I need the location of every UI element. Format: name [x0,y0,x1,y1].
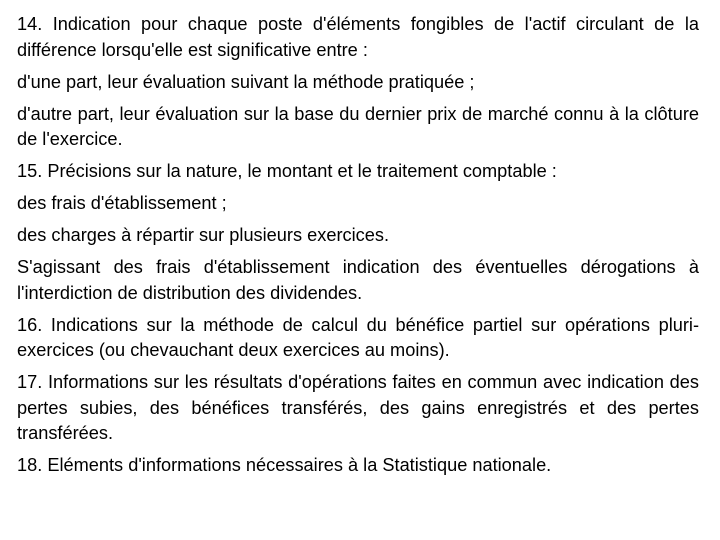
paragraph-derogations: S'agissant des frais d'établissement indication des éventuelles dérogations à l'interdiction de distribution des dividendes. [17,257,699,303]
paragraph-item-18: 18. Eléments d'informations nécessaires à la Statistique nationale. [17,455,552,475]
paragraph-second-part: d'autre part, leur évaluation sur la base du dernier prix de marché connu à la clôture de l'exercice. [17,103,699,149]
paragraph-first-part: d'une part, leur évaluation suivant la méthode pratiquée ; [17,71,475,92]
paragraph-item-17: 17. Informations sur les résultats d'opérations faites en commun avec indication des pertes subies, des bénéfices transférés, des gains enregistrés et des pertes transférées. [17,372,699,443]
paragraph-item-14: 14. Indication pour chaque poste d'éléments fongibles de l'actif circulant de la différence lorsqu'elle est significative entre : [17,14,699,60]
paragraph-deferred-charges: des charges à répartir sur plusieurs exercices. [17,225,389,245]
document-page [17,12,699,485]
paragraph-establishment-costs: des frais d'établissement ; [17,193,227,213]
paragraph-item-15: 15. Précisions sur la nature, le montant et le traitement comptable : [17,161,557,181]
paragraph-item-16: 16. Indications sur la méthode de calcul du bénéfice partiel sur opérations pluri-exercices (ou chevauchant deux exercices au moins). [17,314,699,360]
